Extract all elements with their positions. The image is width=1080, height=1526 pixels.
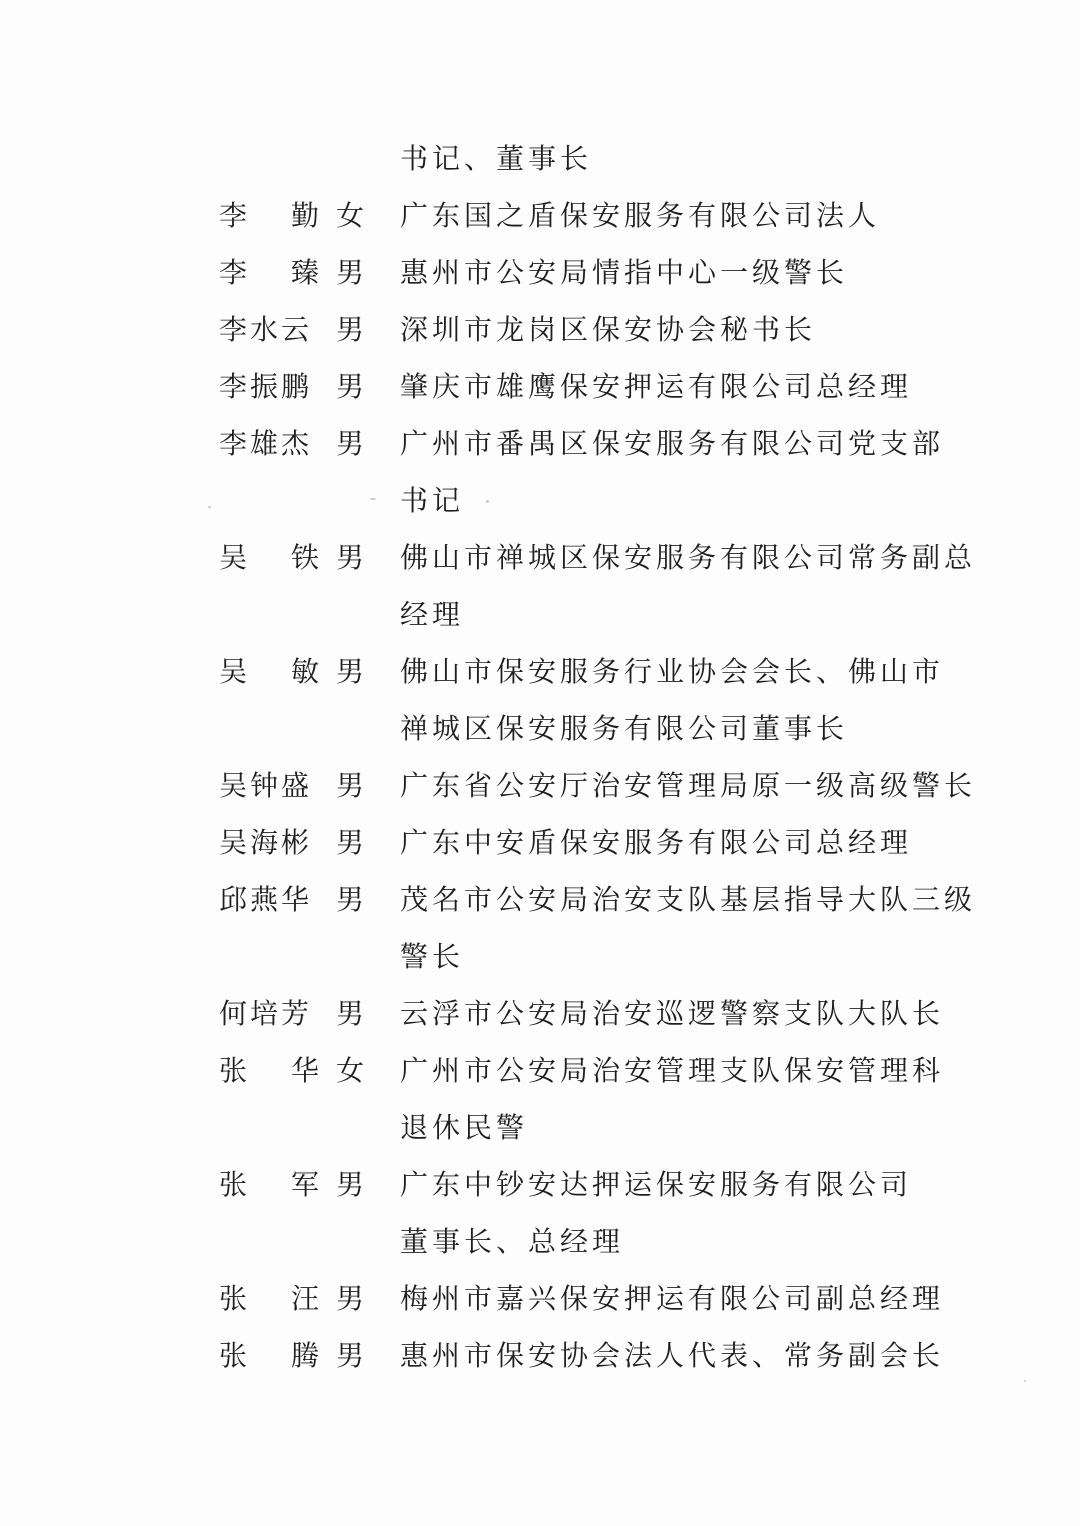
roster-entry — [0, 529, 1080, 643]
member-name: 张 腾 — [219, 1339, 319, 1372]
roster-entry — [0, 871, 1080, 985]
member-name: 吴海彬 — [219, 826, 313, 859]
entry-line — [0, 415, 1080, 472]
member-position: 董事长、总经理 — [400, 1225, 625, 1258]
roster-entry — [0, 1156, 1080, 1270]
member-name: 何培芳 — [219, 997, 313, 1030]
member-gender: 男 — [336, 256, 365, 289]
member-position: 佛山市保安服务行业协会会长、佛山市 — [400, 655, 945, 688]
roster-entry — [0, 130, 1080, 187]
entry-continuation-line — [0, 928, 1080, 985]
entry-line — [0, 301, 1080, 358]
member-name: 张 华 — [219, 1054, 319, 1087]
member-position: 禅城区保安服务有限公司董事长 — [400, 712, 849, 745]
member-position: 广东省公安厅治安管理局原一级高级警长 — [400, 769, 977, 802]
member-position: 广东中钞安达押运保安服务有限公司 — [400, 1168, 913, 1201]
member-position: 广东国之盾保安服务有限公司法人 — [400, 199, 881, 232]
member-name: 李 臻 — [219, 256, 319, 289]
roster-entry — [0, 757, 1080, 814]
entry-line — [0, 1042, 1080, 1099]
entry-line — [0, 871, 1080, 928]
member-position: 书记、董事长 — [400, 142, 593, 175]
roster-entry — [0, 814, 1080, 871]
member-position: 肇庆市雄鹰保安押运有限公司总经理 — [400, 370, 913, 403]
roster-entry — [0, 244, 1080, 301]
entry-line — [0, 757, 1080, 814]
roster-entry — [0, 643, 1080, 757]
scan-speck — [486, 500, 489, 503]
entry-line — [0, 187, 1080, 244]
member-name: 李 勤 — [219, 199, 319, 232]
entry-continuation-line — [0, 586, 1080, 643]
member-name: 吴钟盛 — [219, 769, 313, 802]
member-position: 广东中安盾保安服务有限公司总经理 — [400, 826, 913, 859]
member-position: 退休民警 — [400, 1111, 529, 1144]
member-gender: 女 — [336, 199, 365, 232]
member-name: 邱燕华 — [219, 883, 313, 916]
member-gender: 男 — [336, 826, 365, 859]
scan-speck — [208, 506, 211, 508]
member-gender: 男 — [336, 997, 365, 1030]
member-roster — [0, 130, 1080, 1384]
member-position: 经理 — [400, 598, 465, 631]
member-position: 惠州市保安协会法人代表、常务副会长 — [400, 1339, 945, 1372]
roster-entry — [0, 187, 1080, 244]
member-gender: 男 — [336, 883, 365, 916]
member-gender: 男 — [336, 370, 365, 403]
member-position: 书记 — [400, 484, 465, 517]
entry-line — [0, 529, 1080, 586]
scan-speck — [370, 498, 376, 500]
entry-line — [0, 244, 1080, 301]
member-name: 张 汪 — [219, 1282, 319, 1315]
member-position: 茂名市公安局治安支队基层指导大队三级 — [400, 883, 977, 916]
roster-entry — [0, 301, 1080, 358]
scan-speck — [1024, 1380, 1026, 1382]
entry-continuation-line — [0, 700, 1080, 757]
member-gender: 男 — [336, 769, 365, 802]
entry-line — [0, 1270, 1080, 1327]
member-gender: 男 — [336, 655, 365, 688]
member-gender: 男 — [336, 313, 365, 346]
entry-line — [0, 130, 1080, 187]
member-name: 张 军 — [219, 1168, 319, 1201]
member-position: 警长 — [400, 940, 465, 973]
member-position: 广州市公安局治安管理支队保安管理科 — [400, 1054, 945, 1087]
member-gender: 男 — [336, 427, 365, 460]
member-gender: 男 — [336, 1168, 365, 1201]
entry-line — [0, 1156, 1080, 1213]
entry-continuation-line — [0, 1099, 1080, 1156]
entry-continuation-line — [0, 472, 1080, 529]
member-position: 广州市番禺区保安服务有限公司党支部 — [400, 427, 945, 460]
entry-line — [0, 358, 1080, 415]
member-gender: 男 — [336, 1339, 365, 1372]
member-position: 云浮市公安局治安巡逻警察支队大队长 — [400, 997, 945, 1030]
entry-line — [0, 643, 1080, 700]
entry-line — [0, 814, 1080, 871]
roster-entry — [0, 1327, 1080, 1384]
member-name: 李振鹏 — [219, 370, 313, 403]
member-name: 李水云 — [219, 313, 313, 346]
roster-entry — [0, 985, 1080, 1042]
member-name: 吴 铁 — [219, 541, 319, 574]
roster-entry — [0, 1270, 1080, 1327]
roster-entry — [0, 1042, 1080, 1156]
member-position: 梅州市嘉兴保安押运有限公司副总经理 — [400, 1282, 945, 1315]
member-gender: 男 — [336, 1282, 365, 1315]
entry-line — [0, 985, 1080, 1042]
member-gender: 女 — [336, 1054, 365, 1087]
member-position: 佛山市禅城区保安服务有限公司常务副总 — [400, 541, 977, 574]
member-position: 深圳市龙岗区保安协会秘书长 — [400, 313, 817, 346]
member-gender: 男 — [336, 541, 365, 574]
member-name: 吴 敏 — [219, 655, 319, 688]
member-position: 惠州市公安局情指中心一级警长 — [400, 256, 849, 289]
member-name: 李雄杰 — [219, 427, 313, 460]
entry-line — [0, 1327, 1080, 1384]
roster-entry — [0, 358, 1080, 415]
entry-continuation-line — [0, 1213, 1080, 1270]
roster-entry — [0, 415, 1080, 529]
